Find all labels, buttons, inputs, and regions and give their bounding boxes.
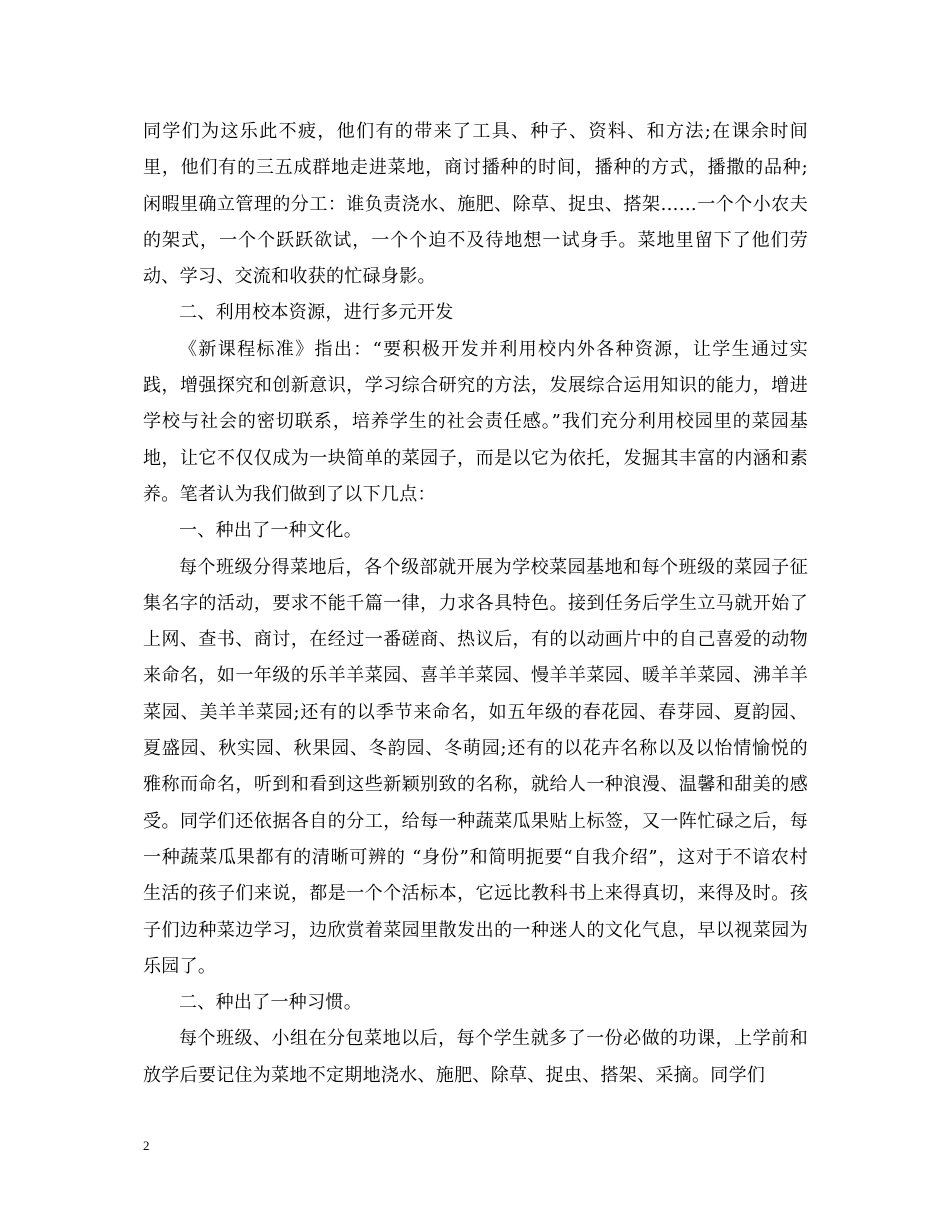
paragraph-3: 《新课程标准》指出：“要积极开发并利用校内外各种资源，让学生通过实践，增强探究和创新意识，学习综合研究的方法，发展综合运用知识的能力，增进学校与社会的密切联系，培养学生的社会责任感。”我们充分利用校园里的菜园基地，让它不仅仅成为一块简单的菜园子，而是以它为依托，发掘其丰富的内涵和素养。笔者认为我们做到了以下几点： xyxy=(143,338,808,505)
section-heading-2: 二、利用校本资源，进行多元开发 xyxy=(179,302,454,324)
paragraph-7: 每个班级、小组在分包菜地以后，每个学生就多了一份必做的功课，上学前和放学后要记住为菜地不定期地浇水、施肥、除草、捉虫、搭架、采摘。同学们 xyxy=(143,1028,808,1086)
paragraph-1: 同学们为这乐此不疲，他们有的带来了工具、种子、资料、和方法;在课余时间里，他们有的三五成群地走进菜地，商讨播种的时间，播种的方式，播撒的品种;闲暇里确立管理的分工：谁负责浇水、施肥、除草、捉虫、搭架……一个个小农夫的架式，一个个跃跃欲试，一个个迫不及待地想一试身手。菜地里留下了他们劳动、学习、交流和收获的忙碌身影。 xyxy=(143,121,808,288)
page-number: 2 xyxy=(143,1138,150,1153)
document-body xyxy=(143,114,808,1094)
paragraph-5: 每个班级分得菜地后，各个级部就开展为学校菜园基地和每个班级的菜园子征集名字的活动，要求不能千篇一律，力求各具特色。接到任务后学生立马就开始了上网、查书、商讨，在经过一番磋商、热议后，有的以动画片中的自己喜爱的动物来命名，如一年级的乐羊羊菜园、喜羊羊菜园、慢羊羊菜园、暖羊羊菜园、沸羊羊菜园、美羊羊菜园;还有的以季节来命名，如五年级的春花园、春芽园、夏韵园、夏盛园、秋实园、秋果园、冬韵园、冬萌园;还有的以花卉名称以及以怡情愉悦的雅称而命名，听到和看到这些新颖别致的名称，就给人一种浪漫、温馨和甜美的感受。同学们还依据各自的分工，给每一种蔬菜瓜果贴上标签，又一阵忙碌之后，每一种蔬菜瓜果都有的清晰可辨的 “身份”和简明扼要“自我介绍”，这对于不谙农村生活的孩子们来说，都是一个个活标本，它远比教科书上来得真切，来得及时。孩子们边种菜边学习，边欣赏着菜园里散发出的一种迷人的文化气息，早以视菜园为乐园了。 xyxy=(143,556,808,977)
subsection-heading-2: 二、种出了一种习惯。 xyxy=(179,992,362,1014)
subsection-heading-1: 一、种出了一种文化。 xyxy=(179,520,362,542)
